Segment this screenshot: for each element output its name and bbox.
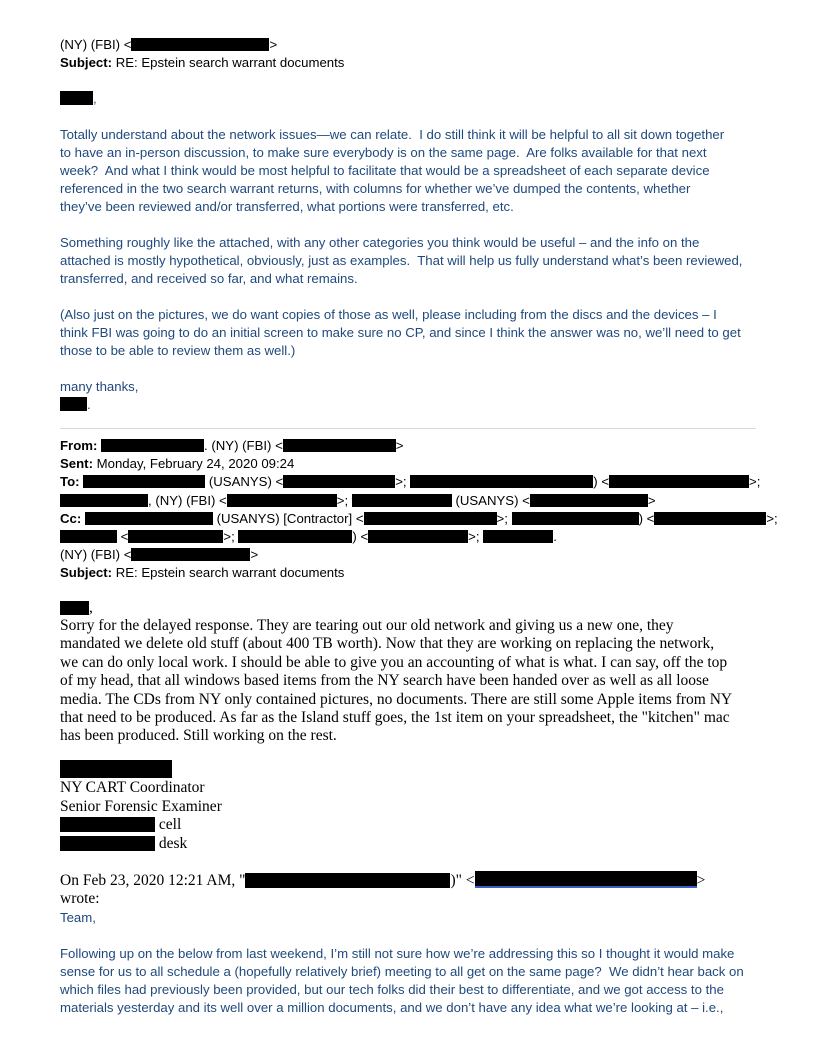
- text-line: we can do only local work. I should be able to give you an accounting of what is what. I can say, off the top: [60, 653, 728, 671]
- body-paragraph-4: [60, 617, 756, 746]
- body-paragraph-3: [60, 306, 756, 360]
- text-run: >;: [496, 510, 512, 526]
- redaction-bar: [654, 512, 766, 525]
- text-run: >: [269, 37, 278, 52]
- redaction-bar: [227, 494, 337, 507]
- redaction-bar: [238, 530, 352, 543]
- text-line: they’ve been reviewed and/or transferred, what portions were transferred, etc.: [60, 199, 514, 214]
- text-run: (NY) (FBI) <: [60, 37, 132, 52]
- text-line: those to be able to review them as well.): [60, 343, 296, 358]
- text-run: RE: Epstein search warrant documents: [112, 55, 345, 70]
- signoff-redacted: [60, 396, 756, 414]
- signature-block: [60, 760, 756, 853]
- text-run: (USANYS) <: [205, 474, 284, 490]
- body-paragraph-1: [60, 126, 756, 216]
- text-run: Subject:: [60, 55, 113, 70]
- redaction-bar: [364, 512, 497, 525]
- text-run: ) <: [593, 474, 610, 490]
- text-run: ) <: [352, 529, 369, 545]
- redaction-bar: [410, 475, 593, 488]
- text-line: think FBI was going to do an initial screen to make sure no CP, and since I think the answer was no, we’ll need to get: [60, 325, 741, 340]
- text-run: Monday, February 24, 2020 09:24: [96, 456, 295, 472]
- redaction-bar: [60, 494, 148, 507]
- redaction-bar: [60, 91, 93, 105]
- text-run: >;: [468, 529, 484, 545]
- text-run: On Feb 23, 2020 12:21 AM, ": [60, 871, 246, 889]
- attribution-line: [60, 871, 756, 890]
- cc-line-2: [60, 528, 756, 546]
- signature-name-redacted: [60, 760, 756, 779]
- redaction-bar: [283, 475, 395, 488]
- text-run: >;: [223, 529, 239, 545]
- text-run: From:: [60, 438, 102, 453]
- signature-title-2: Senior Forensic Examiner: [60, 797, 222, 815]
- text-run: ) <: [638, 510, 655, 526]
- text-line: materials yesterday and its well over a million documents, and we don’t have any idea what we’re looking at – i.e.,: [60, 999, 724, 1015]
- redaction-bar: [101, 439, 204, 452]
- text-run: >: [696, 871, 706, 889]
- reply-body-serif: [60, 599, 756, 909]
- redaction-bar: [60, 397, 87, 411]
- text-run: To:: [60, 474, 84, 490]
- sent-line: [60, 455, 756, 473]
- redaction-bar: [245, 873, 450, 888]
- from-line: [60, 437, 756, 455]
- attribution-wrote: wrote:: [60, 890, 100, 908]
- text-run: (USANYS) <: [451, 492, 530, 508]
- redaction-bar: [352, 494, 452, 507]
- text-run: (NY) (FBI) <: [60, 547, 132, 563]
- text-run: ,: [93, 91, 97, 106]
- text-run: >;: [395, 474, 411, 490]
- signature-desk-line: [60, 835, 756, 853]
- redaction-bar: [60, 817, 155, 832]
- text-run: desk: [155, 834, 188, 852]
- text-run: .: [553, 529, 557, 545]
- header-fragment-line: [60, 36, 756, 54]
- redaction-bar: [530, 494, 648, 507]
- text-run: >;: [749, 474, 761, 490]
- redaction-bar: [60, 760, 172, 778]
- text-run: Sent:: [60, 456, 97, 472]
- text-line: Sorry for the delayed response. They are tearing out our old network and giving us a new one, they: [60, 617, 674, 635]
- text-run: RE: Epstein search warrant documents: [115, 565, 345, 581]
- text-run: >;: [766, 510, 778, 526]
- text-line: Following up on the below from last weekend, I’m still not sure how we’re addressing this so I thought it would make: [60, 945, 735, 961]
- closing-line: many thanks,: [60, 379, 139, 394]
- text-line: has been produced. Still working on the rest.: [60, 727, 337, 745]
- text-line: Totally understand about the network issues—we can relate. I do still think it will be helpful to all sit down together: [60, 127, 725, 142]
- text-line: week? And what I think would be most helpful to facilitate that would be a spreadsheet of each separate device: [60, 163, 710, 178]
- text-run: Subject:: [60, 565, 116, 581]
- redaction-bar: [60, 530, 117, 543]
- text-line: attached is mostly hypothetical, obviously, just as examples. That will help us fully understand what’s been reviewed,: [60, 253, 743, 268]
- redaction-bar: [83, 475, 205, 488]
- redaction-bar: [483, 530, 553, 543]
- signature-title-1: NY CART Coordinator: [60, 779, 205, 797]
- text-run: >: [250, 547, 259, 563]
- to-line-2: [60, 492, 756, 510]
- text-run: Cc:: [60, 510, 85, 526]
- redaction-bar: [283, 439, 396, 452]
- text-run: <: [117, 529, 129, 545]
- subject-line: [60, 54, 756, 72]
- text-line: (Also just on the pictures, we do want copies of those as well, please including from the discs and the devices – I: [60, 307, 717, 322]
- redaction-bar: [609, 475, 749, 488]
- signature-cell-line: [60, 816, 756, 834]
- text-run: >;: [336, 492, 352, 508]
- text-line: media. The CDs from NY only contained pictures, no documents. There are still some Apple items from NY: [60, 690, 733, 708]
- text-line: to have an in-person discussion, to make sure everybody is on the same page. Are folks available for that next: [60, 145, 707, 160]
- text-run: >: [647, 492, 656, 508]
- to-line-1: [60, 473, 761, 491]
- quoted-message-divider: [60, 428, 756, 429]
- text-line: sense for us to all schedule a (hopefully relatively brief) meeting to all get on the same page? We didn’t hear back on: [60, 963, 744, 979]
- redaction-bar: [85, 512, 213, 525]
- redaction-bar: [512, 512, 639, 525]
- redaction-bar: [475, 871, 697, 888]
- text-line: that need to be produced. As far as the Island stuff goes, the 1st item on your spreadsheet, the "kitchen" mac: [60, 709, 730, 727]
- text-run: (USANYS) [Contractor] <: [212, 510, 364, 526]
- quoted-greeting: Team,: [60, 909, 96, 925]
- text-run: , (NY) (FBI) <: [148, 492, 227, 508]
- text-line: referenced in the two search warrant returns, with columns for whether we’ve dumped the contents, whether: [60, 181, 691, 196]
- redaction-bar: [60, 601, 89, 615]
- redaction-bar: [131, 38, 269, 51]
- text-line: which files had previously been provided, but our tech folks did their best to differentiate, and we got access to the: [60, 981, 724, 997]
- text-line: mandated we delete old stuff (about 400 TB worth). Now that they are working on replacing the network,: [60, 635, 715, 653]
- body-paragraph-2: [60, 234, 756, 288]
- text-line: Something roughly like the attached, with any other categories you think would be useful – and the info on the: [60, 235, 700, 250]
- text-line: transferred, and received so far, and what remains.: [60, 271, 358, 286]
- quoted-subject-line: [60, 564, 756, 582]
- text-line: of my head, that all windows based items from the NY search have been handed over as well as all loose: [60, 672, 709, 690]
- text-run: ,: [89, 598, 93, 616]
- text-run: cell: [155, 816, 182, 834]
- text-run: .: [87, 397, 91, 412]
- greeting-redacted-2: [60, 599, 756, 617]
- redaction-bar: [131, 548, 250, 561]
- greeting-redacted: [60, 90, 756, 108]
- cc-line-3: [60, 546, 756, 564]
- body-paragraph-5: [60, 945, 756, 1017]
- text-run: . (NY) (FBI) <: [204, 438, 283, 453]
- redaction-bar: [368, 530, 468, 543]
- text-run: >: [395, 438, 404, 453]
- quoted-email-header: [60, 437, 778, 583]
- cc-line-1: [60, 510, 778, 528]
- redaction-bar: [60, 836, 155, 851]
- redaction-bar: [128, 530, 223, 543]
- text-run: )" <: [450, 871, 475, 889]
